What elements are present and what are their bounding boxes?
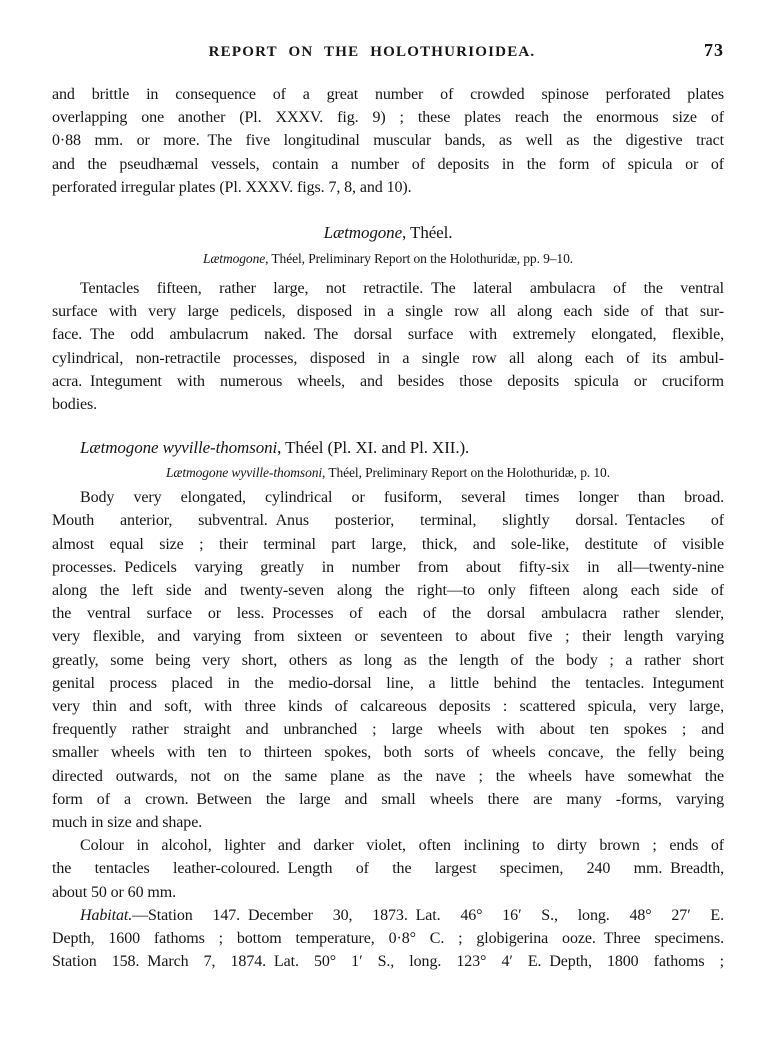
text-segment: acra. Integument with numerous wheels, and besides those deposits spicula or cruciform — [52, 372, 724, 390]
text-segment: very flexible, and varying from sixteen or seventeen to about five ; their length varying — [52, 628, 724, 646]
text-segment: bodies. — [52, 396, 98, 414]
text-segment: cylindrical, non-retractile processes, disposed in a single row all along each of its ambul- — [52, 349, 724, 367]
page-number: 73 — [704, 40, 724, 60]
habitat-paragraph — [52, 904, 724, 974]
text-line — [52, 370, 724, 393]
text-segment: greatly, some being very short, others as long as the length of the body ; a rather short — [52, 651, 724, 669]
text-segment: surface with very large pedicels, disposed in a single row all along each side of that sur- — [52, 303, 724, 321]
text-segment: frequently rather straight and unbranched ; large wheels with about ten spokes ; and — [52, 721, 724, 739]
text-line — [52, 106, 724, 129]
text-segment: directed outwards, not on the same plane as the nave ; the wheels have somewhat the — [52, 767, 724, 785]
text-line — [52, 129, 724, 152]
text-segment: along the left side and twenty-seven along the right—to only fifteen along each side of — [52, 582, 724, 600]
text-segment: —Station 147. December 30, 1873. Lat. 46° 16′ S., long. 48° 27′ E. — [132, 906, 724, 924]
text-line — [52, 718, 724, 741]
intro-paragraph — [52, 83, 724, 199]
genus-description — [52, 277, 724, 416]
genus-heading — [52, 221, 724, 245]
text-segment: and brittle in consequence of a great number of crowded spinose perforated plates — [52, 86, 724, 103]
text-segment: Colour in alcohol, lighter and darker violet, often inclining to dirty brown ; ends of — [80, 837, 724, 855]
species-heading — [52, 436, 724, 460]
text-segment: Body very elongated, cylindrical or fusiform, several times longer than broad. — [80, 489, 724, 507]
text-line — [52, 463, 724, 482]
text-segment: face. The odd ambulacrum naked. The dorsal surface with extremely elongated, flexible, — [52, 326, 724, 344]
text-line — [52, 277, 724, 300]
species-description — [52, 486, 724, 834]
text-line — [52, 695, 724, 718]
italic-text: Lætmogone wyville-thomsoni — [166, 465, 323, 481]
italic-text: Lætmogone — [203, 251, 266, 267]
page-title: REPORT ON THE HOLOTHURIOIDEA. — [208, 44, 536, 60]
text-line — [52, 927, 724, 950]
text-segment: Tentacles fifteen, rather large, not retractile. The lateral ambulacra of the ventral — [80, 280, 724, 298]
text-segment: Mouth anterior, subventral. Anus posterior, terminal, slightly dorsal. Tentacles of — [52, 512, 724, 530]
text-line — [52, 672, 724, 695]
text-line — [52, 509, 724, 532]
text-segment: the ventral surface or less. Processes of each of the dorsal ambulacra rather slender, — [52, 605, 724, 623]
text-segment: much in size and shape. — [52, 814, 203, 832]
text-line — [52, 741, 724, 764]
text-segment: Station 158. March 7, 1874. Lat. 50° 1′ S., long. 123° 4′ E. Depth, 1800 fathoms ; — [52, 953, 724, 971]
text-line — [52, 788, 724, 811]
text-line — [52, 649, 724, 672]
species-reference — [52, 463, 724, 482]
text-line — [52, 300, 724, 323]
text-segment: , Théel. — [402, 223, 453, 243]
text-line — [52, 881, 724, 904]
italic-text: Lætmogone — [323, 223, 403, 243]
text-line — [52, 393, 724, 416]
text-line — [52, 950, 724, 973]
text-line — [52, 221, 724, 245]
text-line — [52, 323, 724, 346]
text-line — [52, 579, 724, 602]
text-segment: Depth, 1600 fathoms ; bottom temperature, 0·8° C. ; globigerina ooze. Three specimens. — [52, 930, 724, 948]
text-segment: genital process placed in the medio-dorsal line, a little behind the tentacles. Integument — [52, 674, 724, 692]
text-segment: very thin and soft, with three kinds of calcareous deposits : scattered spicula, very large, — [52, 698, 724, 716]
text-line — [52, 533, 724, 556]
text-segment: , Théel, Preliminary Report on the Holothuridæ, pp. 9–10. — [265, 251, 573, 267]
text-segment: and the pseudhæmal vessels, contain a number of deposits in the form of spicula or of — [52, 155, 724, 173]
text-segment: about 50 or 60 mm. — [52, 883, 176, 901]
text-line — [52, 347, 724, 370]
text-line — [52, 436, 724, 460]
text-segment: , Théel (Pl. XI. and Pl. XII.). — [277, 438, 470, 458]
colour-paragraph — [52, 834, 724, 904]
text-segment: smaller wheels with ten to thirteen spokes, both sorts of wheels concave, the felly being — [52, 744, 724, 762]
italic-text: Lætmogone wyville-thomsoni — [80, 438, 278, 458]
text-segment: form of a crown. Between the large and small wheels there are many -forms, varying — [52, 790, 724, 808]
text-line — [52, 857, 724, 880]
text-blocks — [52, 83, 724, 974]
text-line — [52, 811, 724, 834]
text-line — [52, 556, 724, 579]
text-line — [52, 765, 724, 788]
text-line — [52, 83, 724, 106]
text-segment: almost equal size ; their terminal part large, thick, and sole-like, destitute of visible — [52, 535, 724, 553]
text-line — [52, 625, 724, 648]
text-segment: overlapping one another (Pl. XXXV. fig. 9) ; these plates reach the enormous size of — [52, 109, 724, 127]
text-segment: perforated irregular plates (Pl. XXXV. figs. 7, 8, and 10). — [52, 178, 412, 196]
text-line — [52, 249, 724, 268]
text-line — [52, 602, 724, 625]
text-segment: , Théel, Preliminary Report on the Holothuridæ, p. 10. — [322, 465, 610, 481]
text-line — [52, 486, 724, 509]
genus-reference — [52, 249, 724, 268]
text-segment: the tentacles leather-coloured. Length of the largest specimen, 240 mm. Breadth, — [52, 860, 724, 878]
italic-text: Habitat. — [80, 906, 133, 924]
text-line — [52, 904, 724, 927]
text-segment: processes. Pedicels varying greatly in number from about fifty-six in all—twenty-nine — [52, 558, 724, 576]
text-line — [52, 176, 724, 199]
text-line — [52, 153, 724, 176]
text-segment: 0·88 mm. or more. The five longitudinal muscular bands, as well as the digestive tract — [52, 132, 724, 150]
running-head — [52, 42, 724, 62]
text-line — [52, 834, 724, 857]
